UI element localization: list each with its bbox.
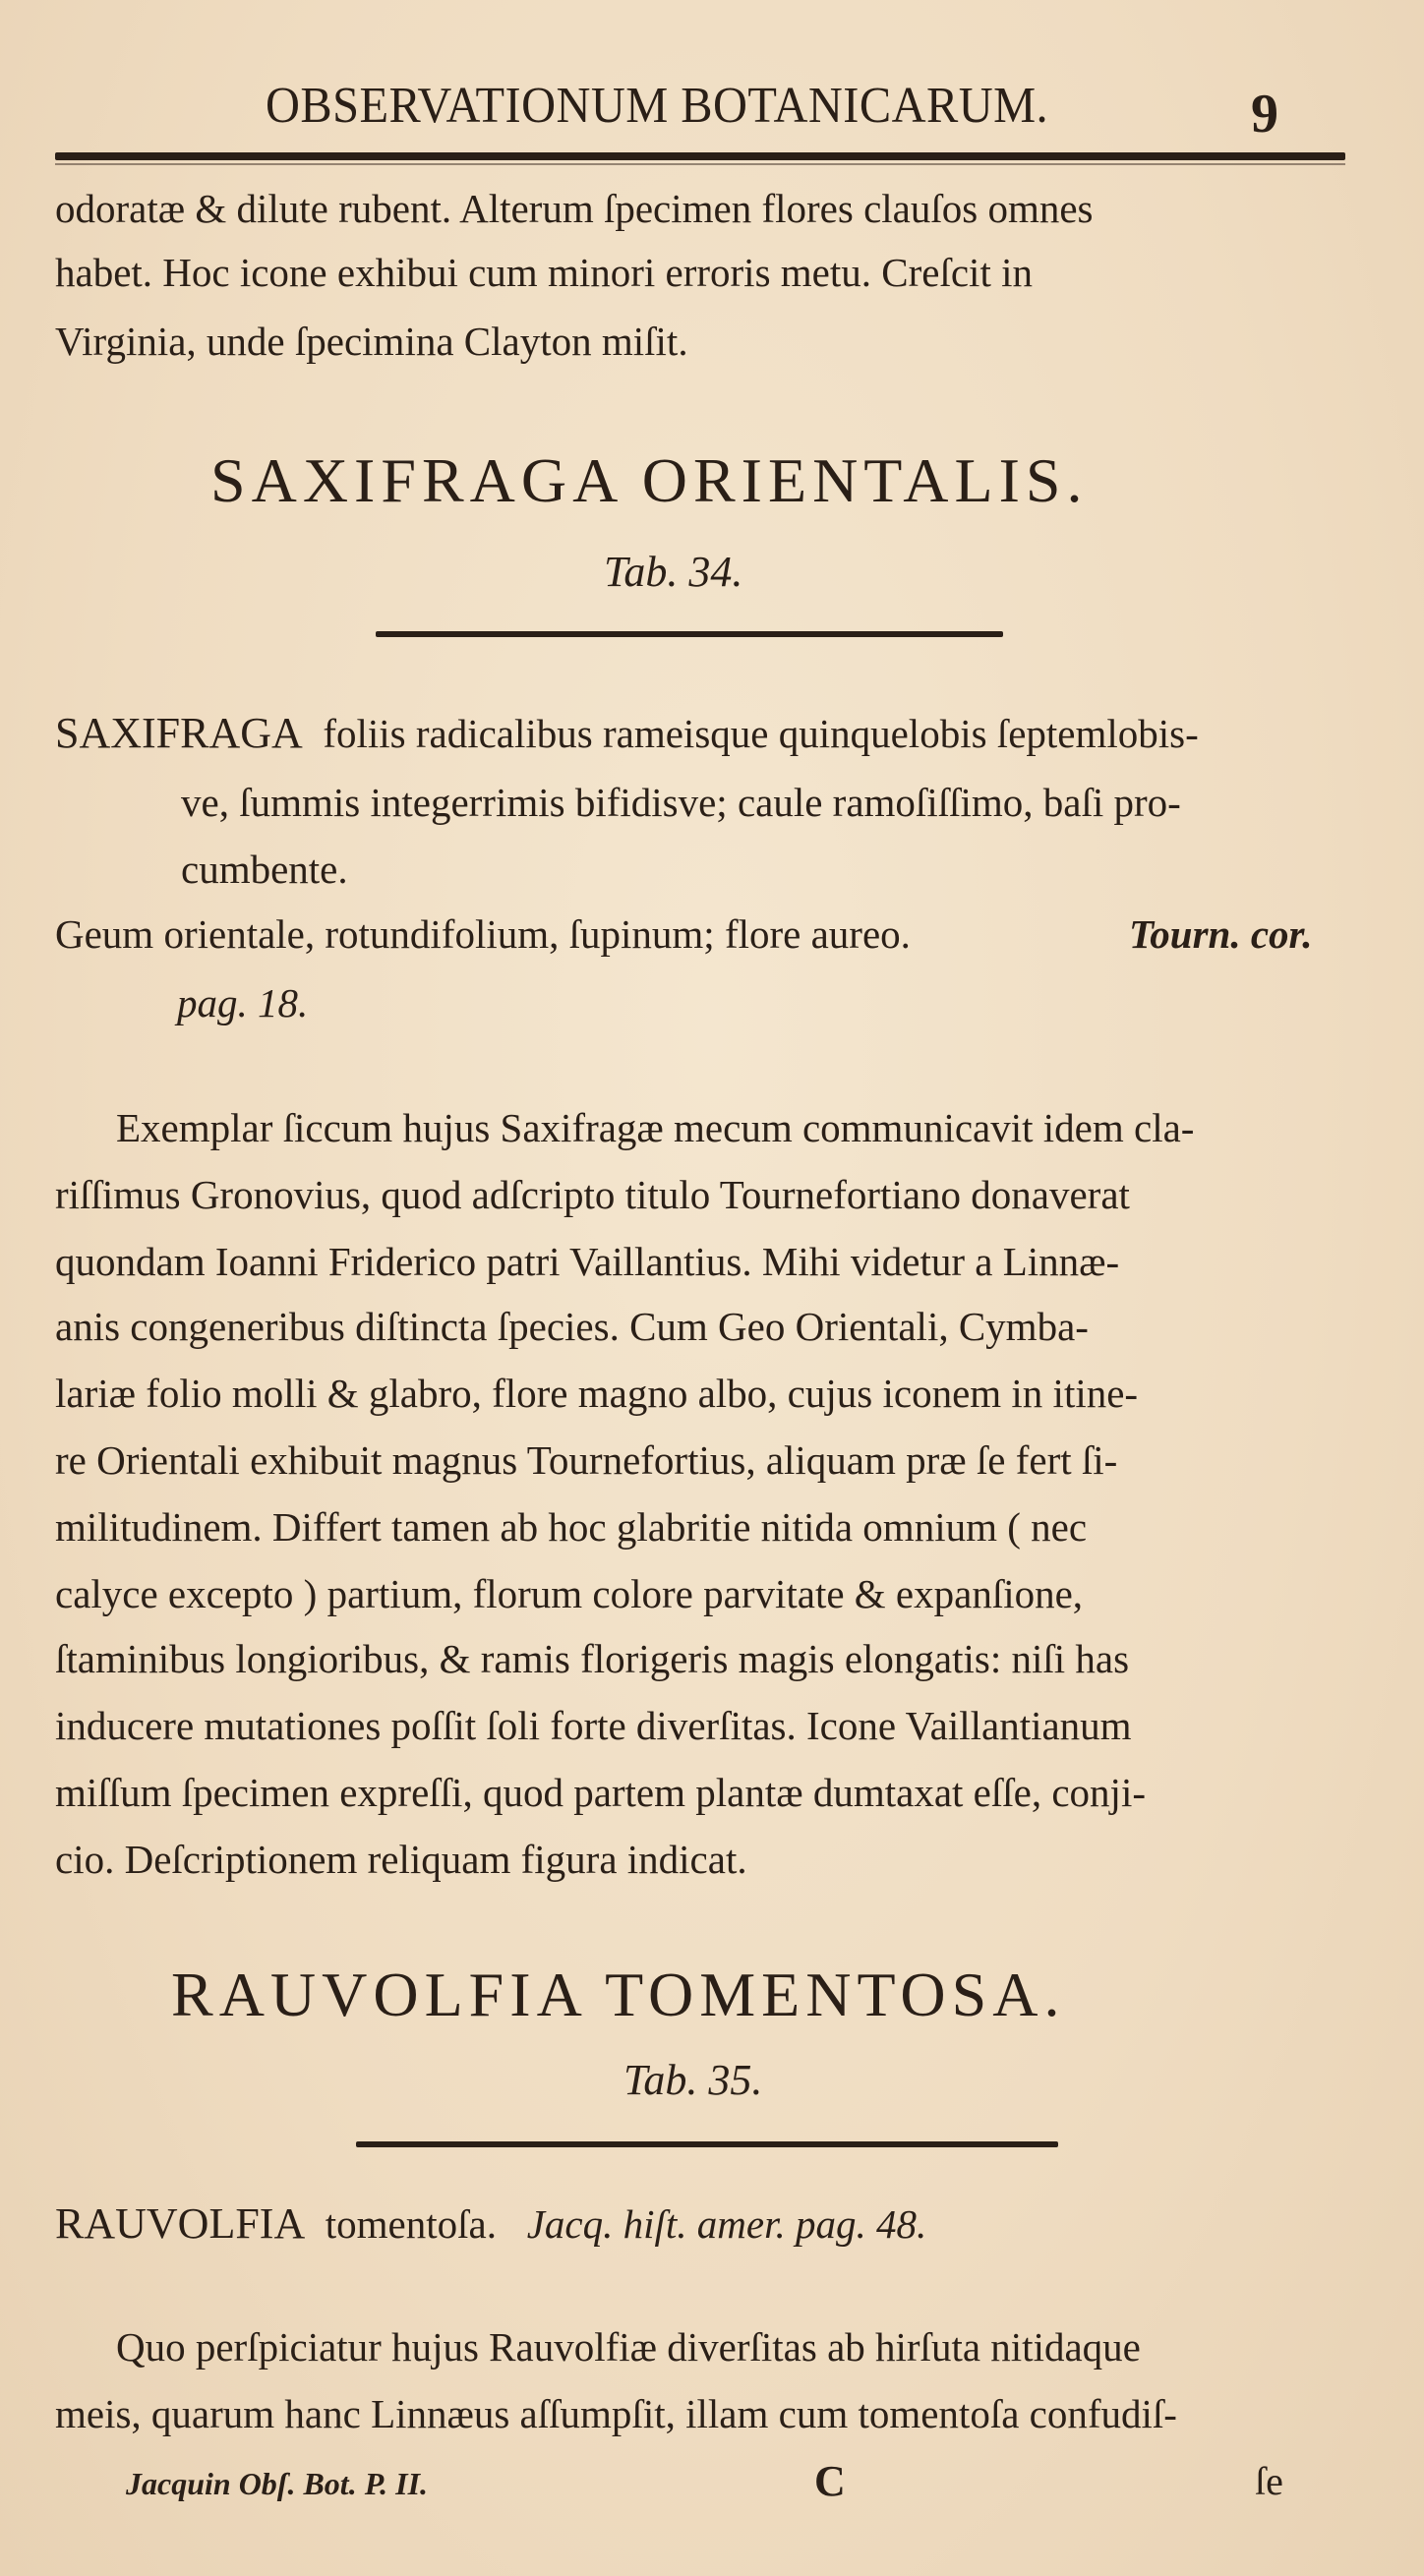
para1-line-6: re Orientali exhibuit magnus Tournefortius, aliquam præ ſe fert ſi- [55, 1437, 1118, 1483]
para1-line-3: quondam Ioanni Friderico patri Vaillantius. Mihi videtur a Linnæ- [55, 1239, 1120, 1284]
para1-line-11: miſſum ſpecimen expreſſi, quod partem plantæ dumtaxat eſſe, conji- [55, 1770, 1146, 1815]
diagnosis-line-1: SAXIFRAGA foliis radicalibus rameisque quinquelobis ſeptemlobis- [55, 709, 1199, 757]
header-rule-thin [55, 163, 1345, 165]
para1-line-7: militudinem. Differt tamen ab hoc glabritie nitida omnium ( nec [55, 1504, 1088, 1550]
intro-line-1: odoratæ & dilute rubent. Alterum ſpecimen flores clauſos omnes [55, 186, 1094, 231]
intro-line-2: habet. Hoc icone exhibui cum minori erroris metu. Creſcit in [55, 250, 1033, 295]
para2-line-1: Quo perſpiciatur hujus Rauvolfiæ diverſitas ab hirſuta nitidaque [116, 2324, 1141, 2370]
running-head: OBSERVATIONUM BOTANICARUM. [266, 78, 1049, 134]
section-rule-1 [376, 631, 1003, 637]
header-rule [55, 152, 1345, 160]
synonym-geum: Geum orientale, rotundifolium, ſupinum; flore aureo. [55, 911, 911, 957]
tab-reference-35: Tab. 35. [623, 2056, 763, 2104]
signature-mark: C [814, 2457, 846, 2505]
section-title-rauvolfia: RAUVOLFIA TOMENTOSA. [171, 1960, 1066, 2029]
para1-line-1: Exemplar ſiccum hujus Saxifragæ mecum communicavit idem cla- [116, 1105, 1195, 1150]
para1-line-5: lariæ folio molli & glabro, flore magno albo, cujus iconem in itine- [55, 1371, 1139, 1416]
para2-line-2: meis, quarum hanc Linnæus aſſumpſit, illam cum tomentoſa confudiſ- [55, 2391, 1177, 2436]
section-title-saxifraga: SAXIFRAGA ORIENTALIS. [210, 445, 1089, 515]
diagnosis-line-2: ve, ſummis integerrimis bifidisve; caule ramoſiſſimo, baſi pro- [181, 780, 1181, 825]
section-rule-2 [356, 2141, 1058, 2147]
para1-line-8: calyce excepto ) partium, florum colore parvitate & expanſione, [55, 1571, 1084, 1616]
page-number: 9 [1251, 84, 1278, 145]
diagnosis-line-3: cumbente. [181, 847, 348, 892]
para1-line-12: cio. Deſcriptionem reliquam figura indicat. [55, 1837, 747, 1882]
synonym-ref-tourn: Tourn. cor. [1129, 911, 1313, 957]
tab-reference-34: Tab. 34. [604, 548, 743, 596]
intro-line-3: Virginia, unde ſpecimina Clayton miſit. [55, 319, 688, 364]
signature-line: Jacquin Obſ. Bot. P. II. [126, 2466, 429, 2501]
para1-line-4: anis congeneribus diſtincta ſpecies. Cum Geo Orientali, Cymba- [55, 1304, 1089, 1349]
catchword: ſe [1255, 2459, 1283, 2503]
synonym-page: pag. 18. [177, 980, 309, 1025]
para1-line-10: inducere mutationes poſſit ſoli forte diverſitas. Icone Vaillantianum [55, 1703, 1132, 1748]
rauvolfia-synonym: RAUVOLFIA tomentoſa. Jacq. hiſt. amer. pag. 48. [55, 2199, 927, 2248]
para1-line-9: ſtaminibus longioribus, & ramis florigeris magis elongatis: niſi has [55, 1636, 1130, 1681]
para1-line-2: riſſimus Gronovius, quod adſcripto titulo Tournefortiano donaverat [55, 1172, 1130, 1217]
